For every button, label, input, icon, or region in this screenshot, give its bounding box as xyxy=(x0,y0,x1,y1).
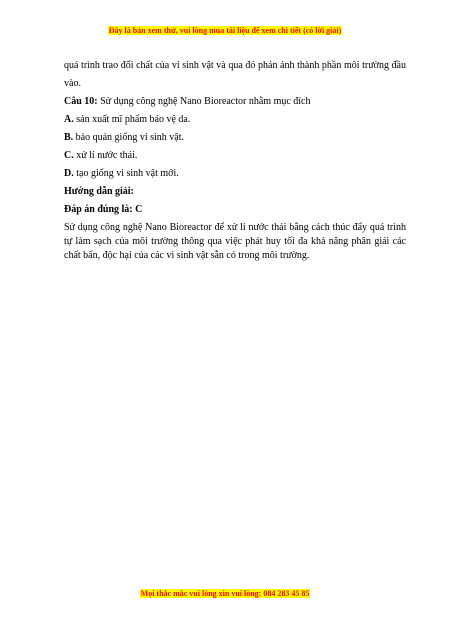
question-line xyxy=(64,93,406,111)
option-d xyxy=(64,165,406,183)
option-c xyxy=(64,147,406,165)
preview-notice-banner xyxy=(0,25,450,36)
question-label: Câu 10: xyxy=(64,96,98,107)
option-b-letter: B. xyxy=(64,132,74,143)
option-d-text: tạo giống vi sinh vật mới. xyxy=(73,168,179,179)
option-a-text: sản xuất mĩ phẩm bảo vệ da. xyxy=(73,114,191,125)
option-a xyxy=(64,111,406,129)
guide-heading: Hướng dẫn giải: xyxy=(64,186,134,197)
option-b xyxy=(64,129,406,147)
explanation-paragraph: Sử dụng công nghệ Nano Bioreactor để xử lí nước thải bằng cách thúc đẩy quá trình tự làm sạch của môi trường thông qua việc phát huy tối đa khả năng phân giải các chất bẩn, độc hại của các vi sinh vật sẵn có trong môi trường. xyxy=(64,222,406,261)
question-text: Sử dụng công nghệ Nano Bioreactor nhằm mục đích xyxy=(97,96,311,107)
option-a-letter: A. xyxy=(64,114,74,125)
intro-paragraph: quá trình trao đổi chất của vi sinh vật và qua đó phản ánh thành phần môi trường đầu vào. xyxy=(64,60,406,89)
contact-text: Mọi thắc mắc vui lòng xin vui lòng: 084 283 45 85 xyxy=(140,589,310,598)
document-body xyxy=(64,57,406,263)
option-d-letter: D. xyxy=(64,168,74,179)
answer-heading: Đáp án đúng là: C xyxy=(64,204,143,215)
option-c-text: xử lí nước thải. xyxy=(73,150,138,161)
contact-banner xyxy=(0,588,450,599)
option-b-text: bảo quản giống vi sinh vật. xyxy=(73,132,184,143)
option-c-letter: C. xyxy=(64,150,74,161)
preview-notice-text: Đây là bản xem thử, vui lòng mua tài liệu để xem chi tiết (có lời giải) xyxy=(108,26,342,35)
